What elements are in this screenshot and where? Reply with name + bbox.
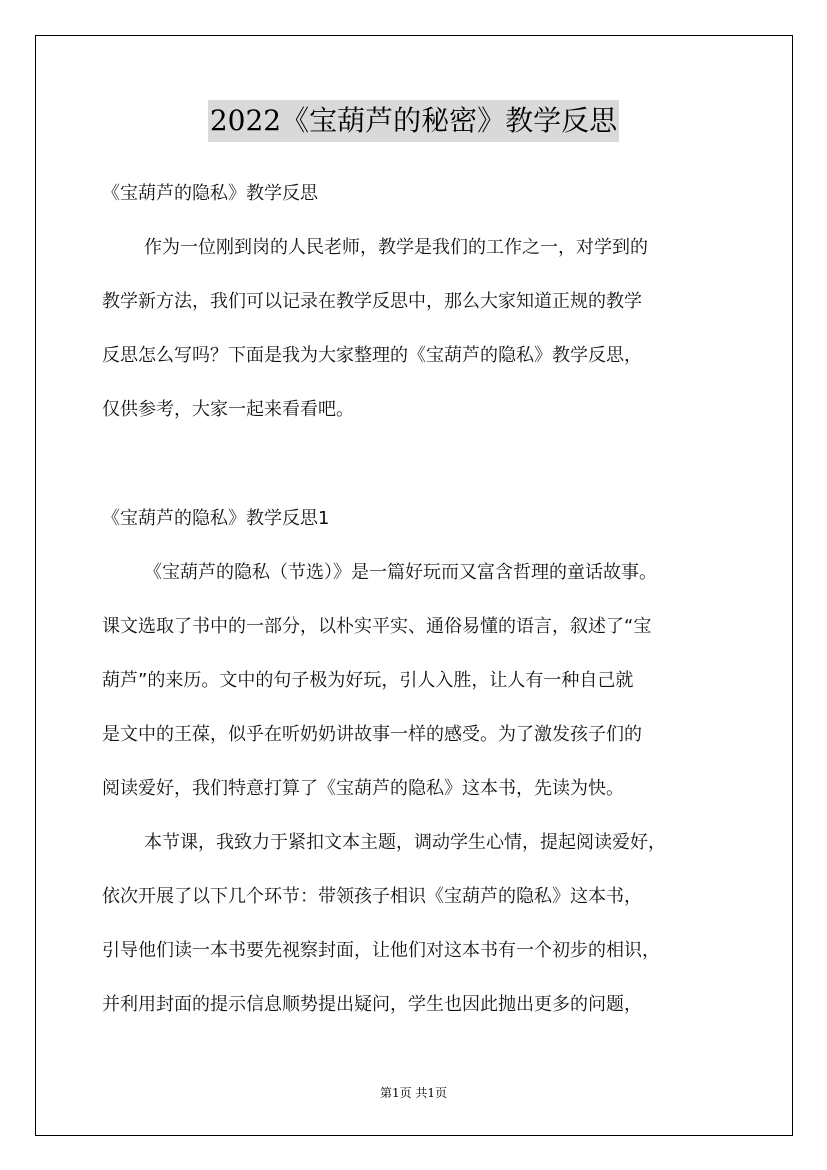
paragraph-line: 引导他们读一本书要先视察封面，让他们对这本书有一个初步的相识， — [102, 940, 660, 961]
paragraph-line: 依次开展了以下几个环节：带领孩子相识《宝葫芦的隐私》这本书， — [102, 886, 642, 907]
paragraph-line: 并利用封面的提示信息顺势提出疑问，学生也因此抛出更多的问题， — [102, 994, 642, 1015]
paragraph-line: 本节课，我致力于紧扣文本主题，调动学生心情，提起阅读爱好， — [144, 832, 666, 853]
paragraph-line: 葫芦”的来历。文中的句子极为好玩，引人入胜，让人有一种自己就 — [102, 670, 634, 691]
intro-line: 反思怎么写吗？下面是我为大家整理的《宝葫芦的隐私》教学反思， — [102, 345, 642, 366]
page-footer: 第1页 共1页 — [379, 1086, 448, 1100]
title-wrap — [0, 100, 827, 142]
section-heading: 《宝葫芦的隐私》教学反思1 — [102, 508, 330, 529]
paragraph-line: 课文选取了书中的一部分，以朴实平实、通俗易懂的语言，叙述了“宝 — [102, 616, 652, 637]
intro-line: 作为一位刚到岗的人民老师，教学是我们的工作之一，对学到的 — [144, 237, 648, 258]
paragraph-line: 是文中的王葆，似乎在听奶奶讲故事一样的感受。为了激发孩子们的 — [102, 724, 642, 745]
intro-line: 教学新方法，我们可以记录在教学反思中，那么大家知道正规的教学 — [102, 291, 642, 312]
intro-line: 仅供参考，大家一起来看看吧。 — [102, 399, 354, 420]
paragraph-line: 阅读爱好，我们特意打算了《宝葫芦的隐私》这本书，先读为快。 — [102, 778, 624, 799]
document-title: 2022《宝葫芦的秘密》教学反思 — [208, 100, 619, 142]
document-subtitle: 《宝葫芦的隐私》教学反思 — [102, 183, 318, 204]
paragraph-line: 《宝葫芦的隐私（节选）》是一篇好玩而又富含哲理的童话故事。 — [144, 562, 657, 583]
